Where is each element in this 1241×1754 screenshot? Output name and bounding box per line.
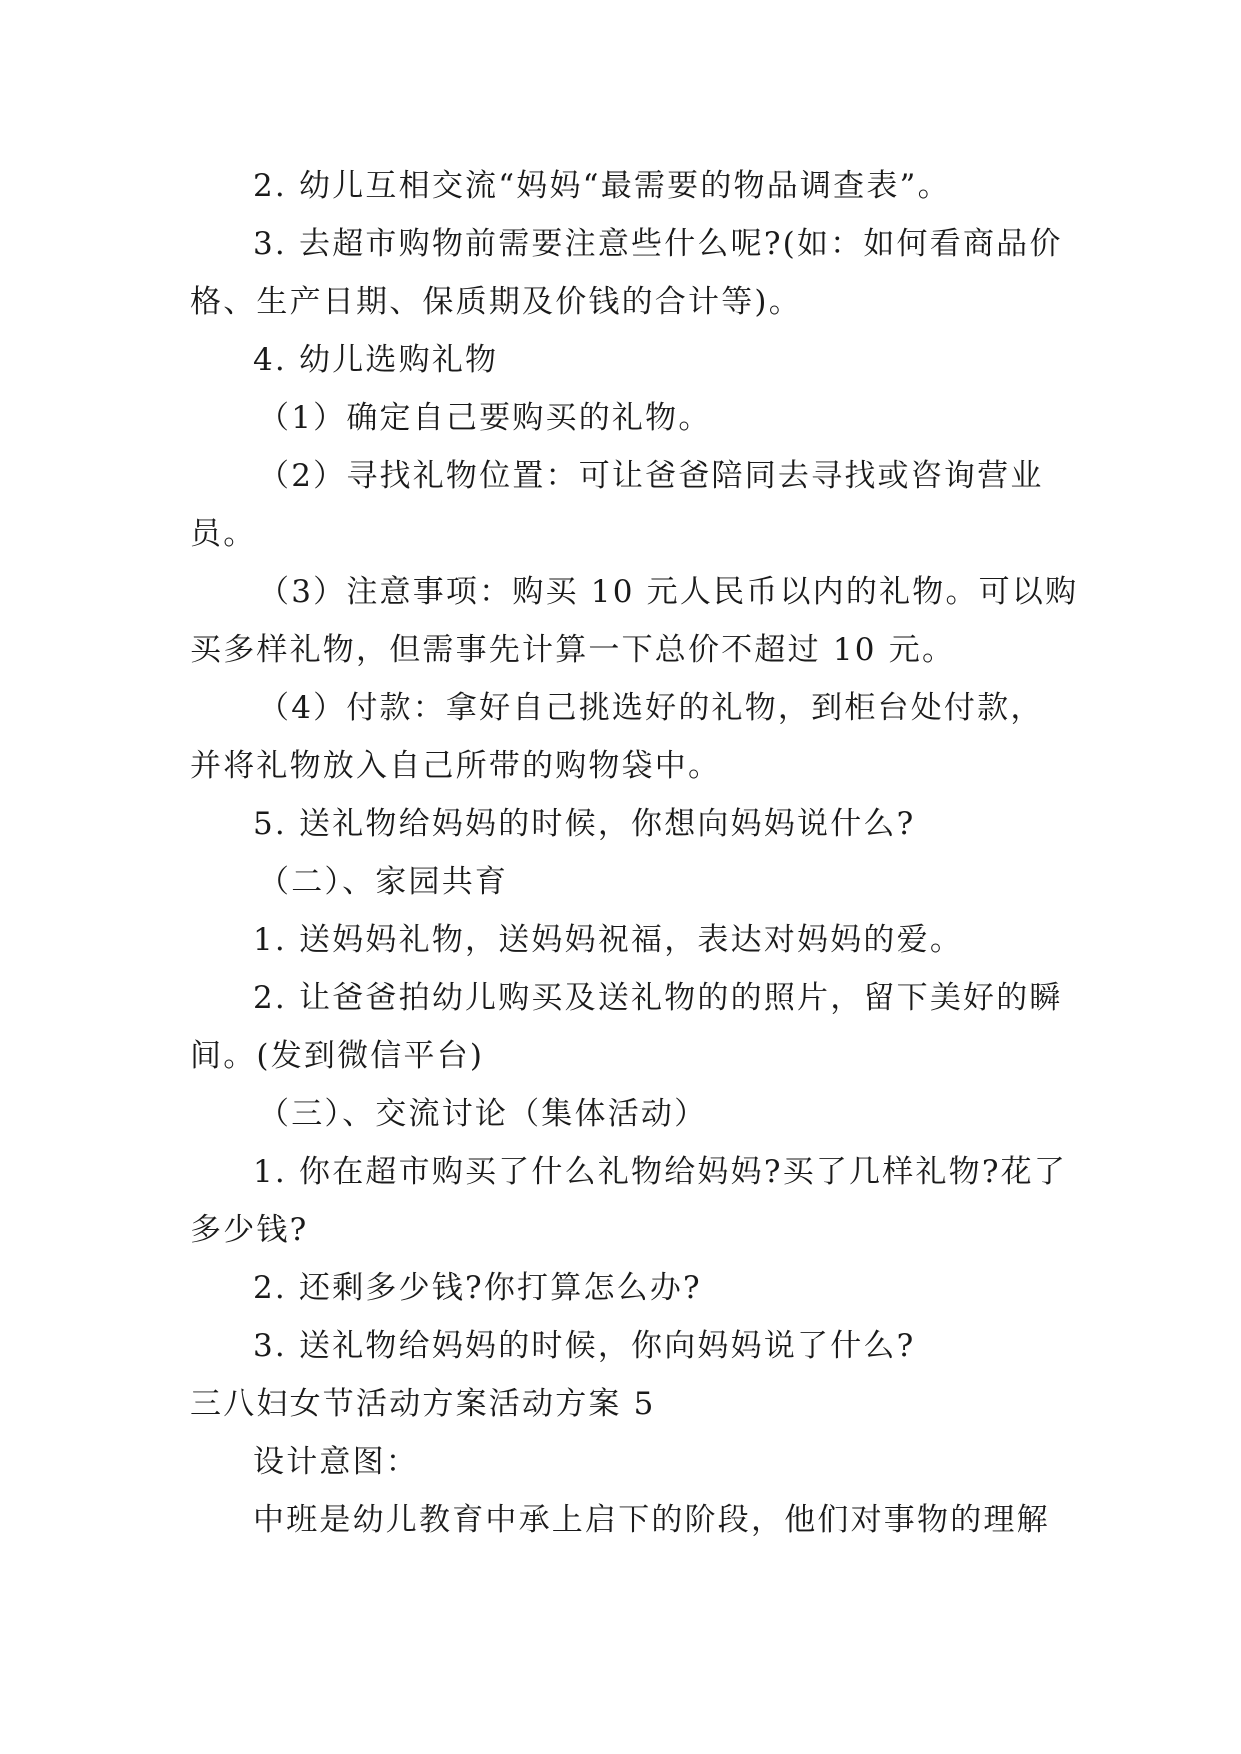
- text-line: 买多样礼物，但需事先计算一下总价不超过 10 元。: [190, 632, 956, 668]
- text-line: 1. 你在超市购买了什么礼物给妈妈?买了几样礼物?花了: [253, 1154, 1068, 1190]
- text-line: 1. 送妈妈礼物，送妈妈祝福，表达对妈妈的爱。: [253, 922, 964, 958]
- text-line: （4）付款：拿好自己挑选好的礼物，到柜台处付款，: [258, 690, 1044, 726]
- text-line: 2. 幼儿互相交流“妈妈“最需要的物品调查表”。: [253, 168, 951, 204]
- section-heading: （三）、交流讨论（集体活动）: [258, 1096, 708, 1132]
- text-line: 3. 送礼物给妈妈的时候，你向妈妈说了什么?: [253, 1328, 916, 1364]
- text-line: 2. 还剩多少钱?你打算怎么办?: [253, 1270, 702, 1306]
- text-line: 设计意图：: [253, 1444, 419, 1480]
- document-title: 三八妇女节活动方案活动方案 5: [190, 1386, 656, 1422]
- text-line: 并将礼物放入自己所带的购物袋中。: [190, 748, 722, 784]
- text-line: （3）注意事项：购买 10 元人民币以内的礼物。可以购: [258, 574, 1079, 610]
- text-line: 格、生产日期、保质期及价钱的合计等)。: [190, 284, 802, 320]
- text-line: （1）确定自己要购买的礼物。: [258, 400, 712, 436]
- text-line: 多少钱?: [190, 1212, 309, 1248]
- text-line: 间。(发到微信平台): [190, 1038, 485, 1074]
- section-heading: （二）、家园共育: [258, 864, 509, 900]
- text-line: 中班是幼儿教育中承上启下的阶段，他们对事物的理解: [253, 1502, 1050, 1538]
- text-line: 3. 去超市购物前需要注意些什么呢?(如：如何看商品价: [253, 226, 1063, 262]
- text-line: （2）寻找礼物位置：可让爸爸陪同去寻找或咨询营业: [258, 458, 1044, 494]
- text-line: 员。: [190, 516, 257, 552]
- text-line: 2. 让爸爸拍幼儿购买及送礼物的的照片，留下美好的瞬: [253, 980, 1063, 1016]
- text-line: 4. 幼儿选购礼物: [253, 342, 499, 378]
- text-line: 5. 送礼物给妈妈的时候，你想向妈妈说什么?: [253, 806, 916, 842]
